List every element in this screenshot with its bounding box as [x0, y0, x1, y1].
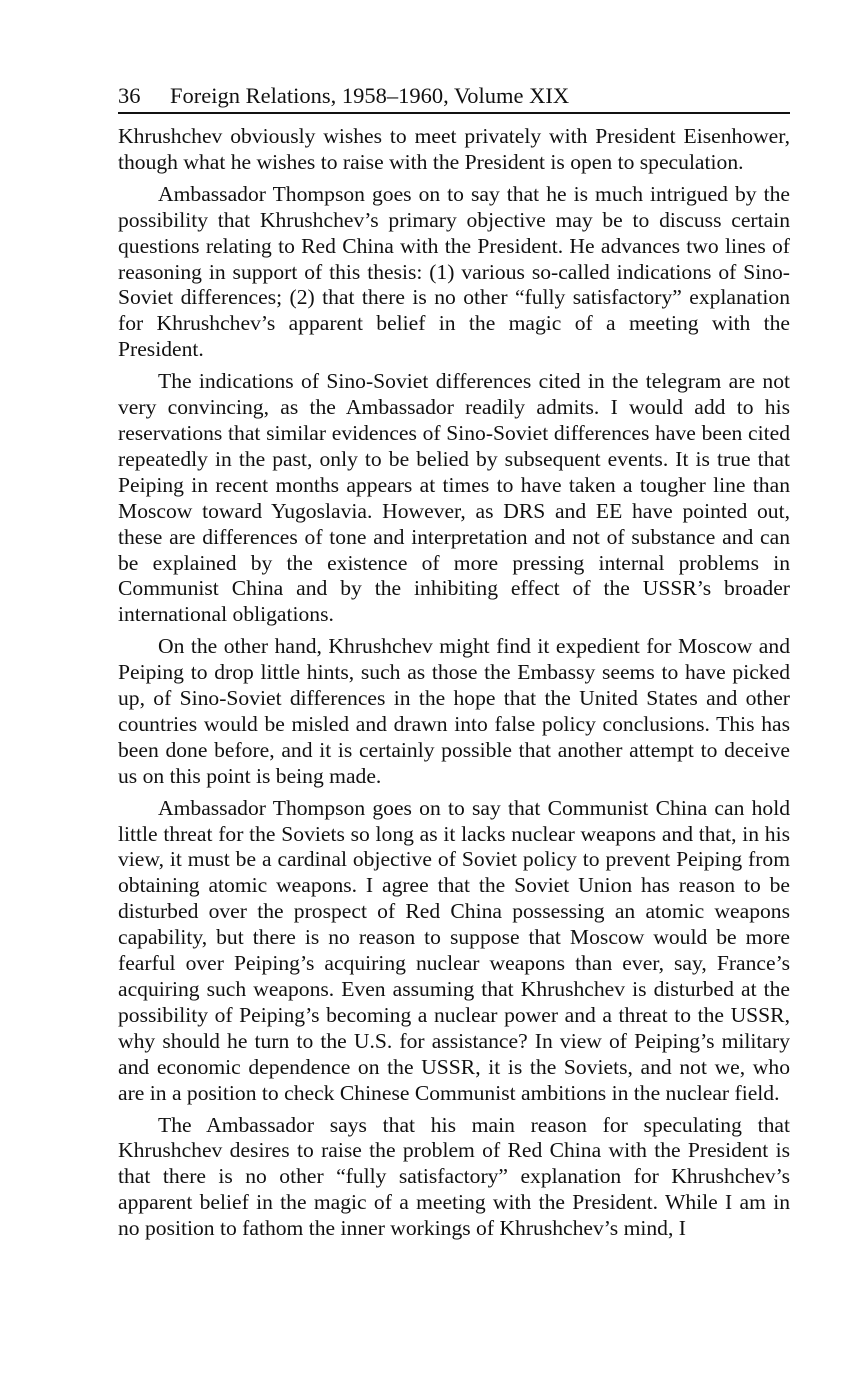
paragraph: The indications of Sino-Soviet differences cited in the telegram are not very convincing, as the Ambassador readily admits. I would add to his reservations that similar evidences of Sino-Soviet differences have been cited repeatedly in the past, only to be belied by subsequent events. It is true that Peiping in recent months appears at times to have taken a tougher line than Moscow toward Yugoslavia. However, as DRS and EE have pointed out, these are differences of tone and interpretation and not of substance and can be explained by the existence of more pressing internal problems in Communist China and by the inhibiting effect of the USSR’s broader international obligations. [118, 369, 790, 627]
document-page [118, 82, 790, 1248]
running-header [118, 82, 790, 114]
paragraph: The Ambassador says that his main reason for speculating that Khrushchev desires to raise the problem of Red China with the President is that there is no other “fully satisfactory” explanation for Khrushchev’s apparent belief in the magic of a meeting with the President. While I am in no position to fathom the inner workings of Khrushchev’s mind, I [118, 1112, 790, 1241]
paragraph: On the other hand, Khrushchev might find it expedient for Moscow and Peiping to drop little hints, such as those the Embassy seems to have picked up, of Sino-Soviet differences in the hope that the United States and other countries would be misled and drawn into false policy conclusions. This has been done before, and it is certainly possible that another attempt to deceive us on this point is being made. [118, 634, 790, 788]
paragraph: Ambassador Thompson goes on to say that Communist China can hold little threat for the Soviets so long as it lacks nuclear weapons and that, in his view, it must be a cardinal objective of Soviet policy to prevent Peiping from obtaining atomic weapons. I agree that the Soviet Union has reason to be disturbed over the prospect of Red China possessing an atomic weapons capability, but there is no reason to suppose that Moscow would be more fearful over Peiping’s acquiring nuclear weapons than ever, say, France’s acquiring such weapons. Even assuming that Khrushchev is disturbed at the possibility of Peiping’s becoming a nuclear power and a threat to the USSR, why should he turn to the U.S. for assistance? In view of Peiping’s military and economic dependence on the USSR, it is the Soviets, and not we, who are in a position to check Chinese Communist ambitions in the nuclear field. [118, 795, 790, 1105]
page-number: 36 [118, 83, 141, 108]
running-title: Foreign Relations, 1958–1960, Volume XIX [170, 83, 570, 108]
body-text [118, 124, 790, 1242]
paragraph-continuation: Khrushchev obviously wishes to meet privately with President Eisenhower, though what he wishes to raise with the President is open to speculation. [118, 124, 790, 174]
paragraph: Ambassador Thompson goes on to say that he is much intrigued by the possibility that Khrushchev’s primary objective may be to discuss certain questions relating to Red China with the President. He advances two lines of reasoning in support of this thesis: (1) various so-called indications of Sino-Soviet differences; (2) that there is no other “fully satisfactory” explanation for Khrushchev’s apparent belief in the magic of a meeting with the President. [118, 181, 790, 362]
